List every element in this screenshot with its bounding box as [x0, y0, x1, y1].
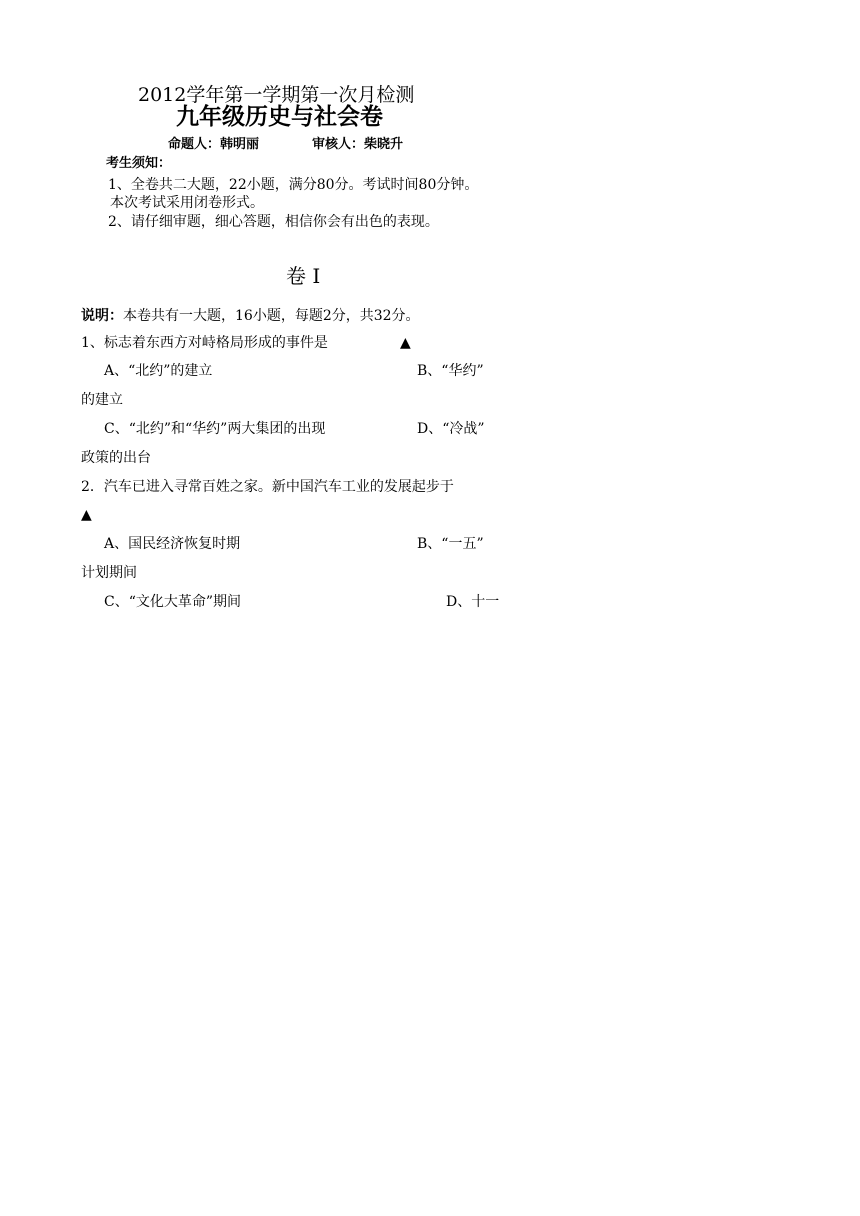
q2-option-d: D、十一: [446, 594, 500, 610]
section-note-text: 本卷共有一大题，16小题，每题2分，共32分。: [123, 308, 420, 324]
notice-item-2: 2、请仔细审题，细心答题，相信你会有出色的表现。: [108, 214, 439, 230]
q2-option-c: C、“文化大革命”期间: [104, 594, 242, 610]
q2-stem: 2．汽车已进入寻常百姓之家。新中国汽车工业的发展起步于: [81, 479, 454, 495]
section-title: 卷 I: [286, 264, 321, 288]
section-note: [81, 309, 420, 323]
q1-option-b: B、“华约”: [417, 363, 484, 379]
q2-answer-blank: ▲: [81, 507, 92, 523]
notice-item-1-cont: 本次考试采用闭卷形式。: [110, 195, 264, 211]
author-line: 命题人：韩明丽: [168, 137, 260, 152]
q1-option-d-cont: 政策的出台: [81, 450, 151, 466]
notice-heading: 考生须知：: [106, 156, 172, 171]
q2-option-b-cont: 计划期间: [81, 565, 137, 581]
notice-item-1: 1、全卷共二大题，22小题，满分80分。考试时间80分钟。: [108, 177, 479, 193]
exam-title: 2012学年第一学期第一次月检测: [138, 84, 415, 106]
section-note-label: 说明：: [81, 308, 123, 324]
reviewer-line: 审核人：柴晓升: [312, 137, 404, 152]
q1-option-b-cont: 的建立: [81, 392, 123, 408]
exam-subtitle: 九年级历史与社会卷: [176, 104, 383, 130]
q1-option-c: C、“北约”和“华约”两大集团的出现: [104, 421, 326, 437]
q1-answer-blank: ▲: [400, 335, 411, 351]
q1-option-d: D、“冷战”: [417, 421, 485, 437]
q2-option-b: B、“一五”: [417, 536, 484, 552]
q1-stem: 1、标志着东西方对峙格局形成的事件是: [81, 335, 328, 351]
q2-option-a: A、国民经济恢复时期: [104, 536, 241, 552]
q1-option-a: A、“北约”的建立: [104, 363, 213, 379]
